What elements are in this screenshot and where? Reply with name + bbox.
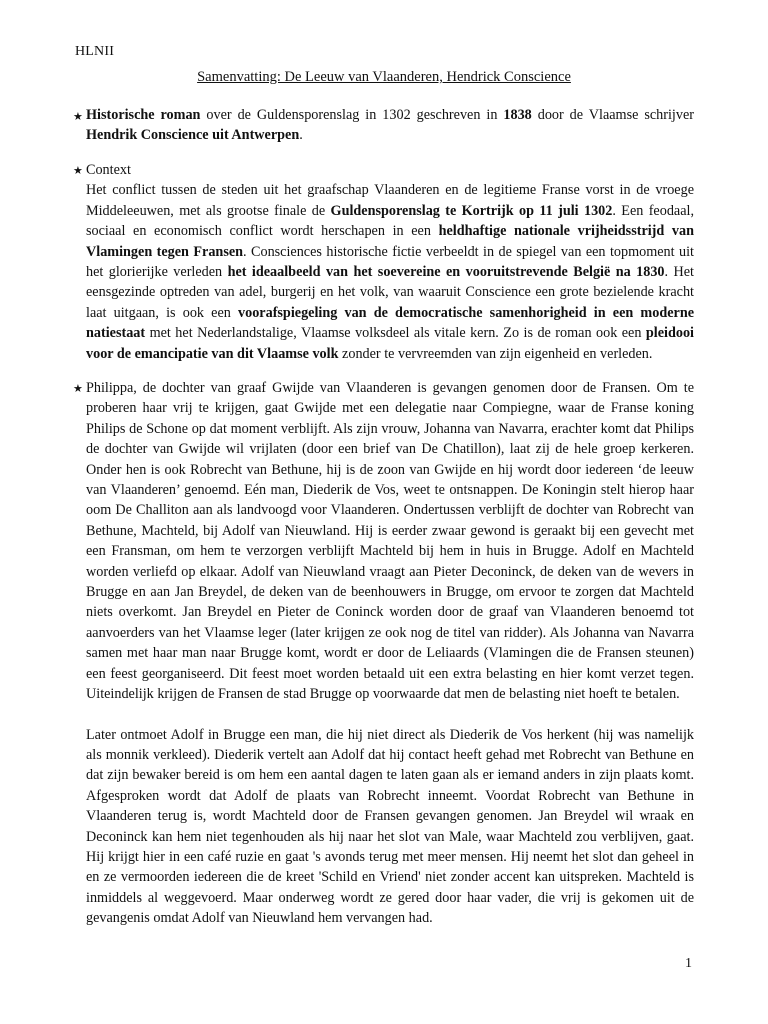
- plot-block: [86, 378, 694, 929]
- context-block: [86, 160, 694, 364]
- context-paragraph: Het conflict tussen de steden uit het graafschap Vlaanderen en de legitieme Franse vorst in de vroege Middeleeuwen, met als grootse finale de Guldensporenslag te Kortrijk op 11 juli 1302. Een feodaal, sociaal en economisch conflict wordt herschapen in een heldhaftige nationale vrijheidsstrijd van Vlamingen tegen Fransen. Consciences historische fictie verbeeldt in de spiegel van een topmoment uit het glorierijke verleden het ideaalbeeld van het soevereine en vooruitstrevende België na 1830. Het eensgezinde optreden van adel, burgerij en het volk, van waaruit Conscience een grote bezielende kracht laat uitgaan, is ook een voorafspiegeling van de democratische samenhorigheid in een moderne natiestaat met het Nederlandstalige, Vlaamse volksdeel als vitale kern. Zo is de roman ook een pleidooi voor de emancipatie van dit Vlaamse volk zonder te vervreemden van zijn eigenheid en verleden.: [86, 182, 695, 362]
- star-bullet-icon: ★: [73, 165, 83, 177]
- star-bullet-icon: ★: [73, 111, 83, 123]
- context-heading: Context: [86, 162, 131, 178]
- course-code: HLNII: [75, 44, 115, 59]
- plot-paragraph-1: Philippa, de dochter van graaf Gwijde van Vlaanderen is gevangen genomen door de Fransen. Om te proberen haar vrij te krijgen, gaat Gwijde met een delegatie naar Compiegne, waar de Franse koning Philips de Schone op dat moment verblijft. Als zijn vrouw, Johanna van Navarra, erachter komt dat Philips de dochter van Gwijde wil vrijlaten (door een brief van De Chatillon), laat zij de hele groep kerkeren. Onder hen is ook Robrecht van Bethune, hij is de zoon van Gwijde en hij wordt door iedereen ‘de leeuw van Vlaanderen’ genoemd. Eén man, Diederik de Vos, weet te ontsnappen. De Koningin stelt hierop haar oom De Challiton aan als landvoogd voor Vlaanderen. Ondertussen verblijft de dochter van Robrecht van Bethune, Machteld, bij Adolf van Nieuwland. Hij is eerder zwaar gewond is geraakt bij een gevecht met een Fransman, om hem te verzorgen verblijft Machteld bij hem in huis in Brugge. Adolf en Machteld worden verliefd op elkaar. Adolf van Nieuwland vraagt aan Pieter Deconinck, de deken van de wevers in Brugge en aan Jan Breydel, de deken van de beenhouwers in Brugge, om ervoor te zorgen dat Machteld niets overkomt. Jan Breydel en Pieter de Coninck worden door de graaf van Vlaanderen benoemd tot aanvoerders van het Vlaamse leger (later krijgen ze ook nog de titel van ridder). Als Johanna van Navarra samen met haar man naar Brugge komt, wordt er door de Leliaards (Vlamingen die de Fransen steunen) een feest georganiseerd. Dit feest moet worden betaald uit een extra belasting en hier komt verzet tegen. Uiteindelijk krijgen de Fransen de stad Brugge op voorwaarde dat men de belasting niet hoeft te betalen.: [86, 380, 694, 703]
- plot-paragraph-2: Later ontmoet Adolf in Brugge een man, die hij niet direct als Diederik de Vos herkent (hij was namelijk als monnik verkleed). Diederik vertelt aan Adolf dat hij contact heeft gehad met Robrecht van Bethune en dat zijn bewaker bereid is om hem een aantal dagen te laten gaan als er iemand anders in zijn plaats komt. Afgesproken wordt dat Adolf de plaats van Robrecht inneemt. Voordat Robrecht van Bethune in Vlaanderen terug is, wordt Machteld door de Fransen gevangen genomen. Jan Breydel wil wraak en Deconinck kan hem niet tegenhouden als hij naar het slot van Male, waar Machteld zou verblijven, gaat. Hij krijgt hier in een café ruzie en gaat 's avonds terug met meer mensen. Hij neemt het slot dan geheel in en ze vermoorden iedereen die de kreet 'Schild en Vriend' niet zonder accent kan uitspreken. Machteld is inmiddels al weggevoerd. Maar onderweg wordt ze gered door haar vader, die vrij is gekomen uit de gevangenis omdat Adolf van Nieuwland hem vervangen had.: [86, 726, 694, 927]
- page-title: Samenvatting: De Leeuw van Vlaanderen, Hendrick Conscience: [197, 69, 571, 85]
- intro-paragraph: Historische roman over de Guldensporenslag in 1302 geschreven in 1838 door de Vlaamse schrijver Hendrik Conscience uit Antwerpen.: [86, 107, 694, 144]
- page-number: 1: [685, 956, 692, 971]
- star-bullet-icon: ★: [73, 383, 83, 395]
